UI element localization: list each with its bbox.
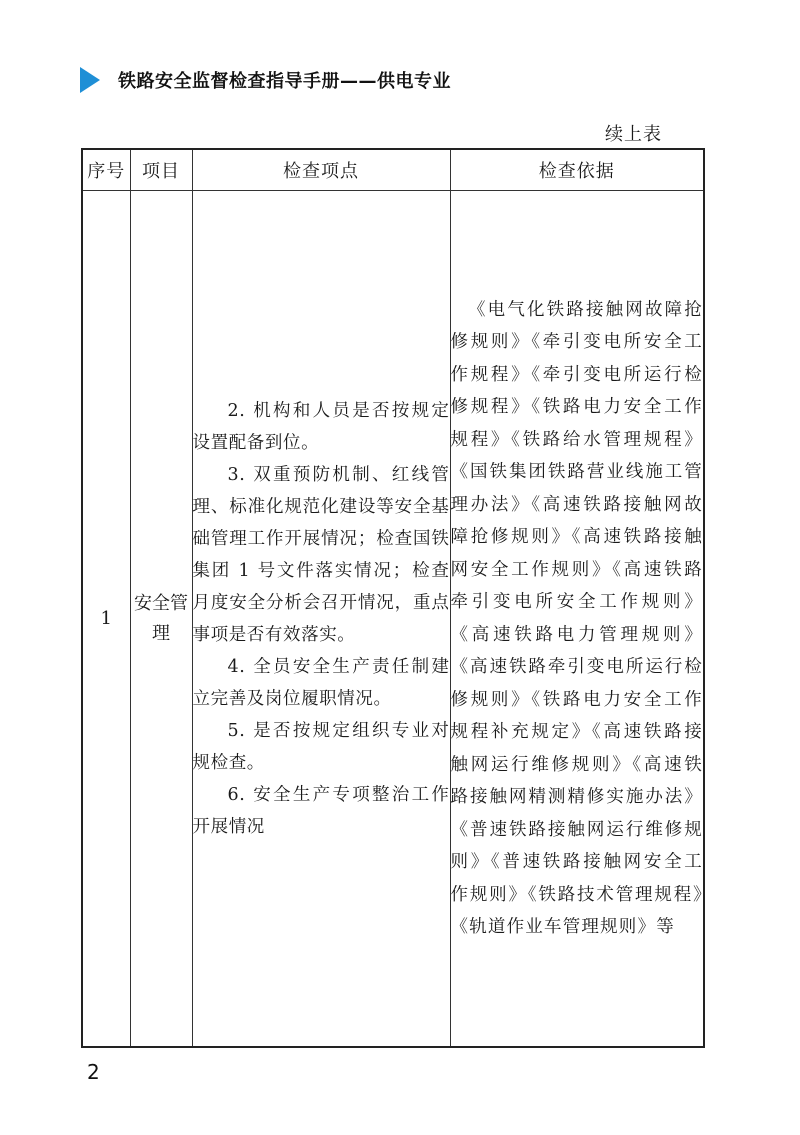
page-header: [80, 64, 451, 96]
running-title: 铁路安全监督检查指导手册——供电专业: [118, 71, 451, 92]
inspection-basis-cell: [450, 191, 704, 1048]
row-item: 安全管理: [130, 191, 192, 1048]
inspection-point: 4. 全员安全生产责任制建立完善及岗位履职情况。: [192, 656, 450, 709]
column-header-basis: 检查依据: [450, 149, 704, 191]
inspection-point: 2. 机构和人员是否按规定设置配备到位。: [192, 400, 450, 453]
continued-label: 续上表: [605, 124, 662, 145]
inspection-table: [81, 148, 705, 1048]
row-number: 1: [82, 191, 130, 1048]
inspection-point: 5. 是否按规定组织专业对规检查。: [192, 720, 450, 773]
column-header-item: 项目: [130, 149, 192, 191]
column-header-points: 检查项点: [192, 149, 450, 191]
table-header-row: [82, 149, 704, 191]
page-number: 2: [87, 1060, 100, 1084]
inspection-point: 6. 安全生产专项整治工作开展情况: [192, 784, 450, 837]
inspection-point: 3. 双重预防机制、红线管理、标准化规范化建设等安全基础管理工作开展情况；检查国铁集团 1 号文件落实情况；检查月度安全分析会召开情况，重点事项是否有效落实。: [192, 464, 450, 645]
column-header-number: 序号: [82, 149, 130, 191]
inspection-basis-text: 《电气化铁路接触网故障抢修规则》《牵引变电所安全工作规程》《牵引变电所运行检修规程》《铁路电力安全工作规程》《铁路给水管理规程》《国铁集团铁路营业线施工管理办法》《高速铁路接触网故障抢修规则》《高速铁路接触网安全工作规则》《高速铁路牵引变电所安全工作规则》《高速铁路电力管理规则》《高速铁路牵引变电所运行检修规则》《铁路电力安全工作规程补充规定》《高速铁路接触网运行维修规则》《高速铁路接触网精测精修实施办法》《普速铁路接触网运行维修规则》《普速铁路接触网安全工作规则》《铁路技术管理规程》《轨道作业车管理规则》等: [450, 299, 703, 937]
triangle-marker-icon: [80, 67, 100, 93]
table-row: [82, 191, 704, 1048]
inspection-points-cell: [192, 191, 450, 1048]
